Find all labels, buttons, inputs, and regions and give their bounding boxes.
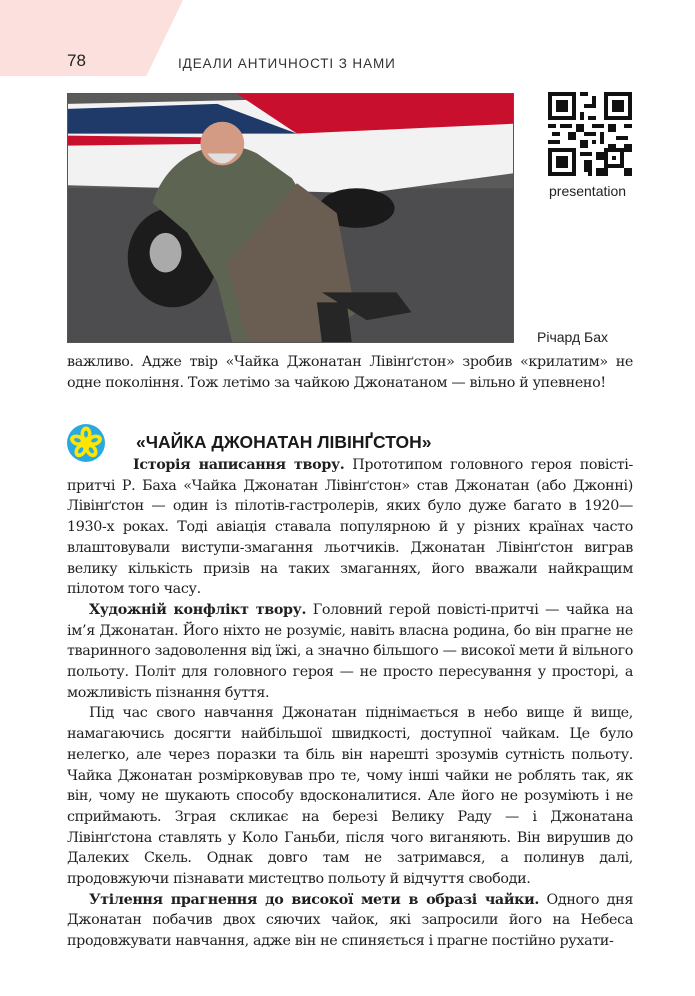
paragraph-embodiment: Утілення прагнення до високої мети в образі чайки. Одного дня Джонатан побачив двох сяючих чайок, які запросили його на Небеса продовжувати навчання, адже він не спиняється і прагне постійно рухати- — [67, 891, 633, 950]
running-title: ІДЕАЛИ АНТИЧНОСТІ З НАМИ — [178, 56, 396, 71]
intro-text: важливо. Адже твір «Чайка Джонатан Лівінґстон» зробив «крилатим» не одне покоління. Тож летімо за чайкою Джонатаном — вільно й упевнено! — [67, 354, 633, 391]
photo-caption: Річард Бах — [537, 329, 609, 345]
paragraph-training: Під час свого навчання Джонатан піднімається в небо вище й вище, намагаючись досягти найбільшої швидкості, доступної чайкам. Це було нелегко, але через поразки та біль він нарешті зрозумів сутність польоту. Чайка Джонатан розмірковував про те, чому інші чайки не роблять так, як він, чому не шукають способу вдосконалитися. Але його не розуміють і не сприймають. Зграя скликає на березі Велику Раду — і Джонатана Лівінґстона ставлять у Коло Ганьби, після чого виганяють. Він вирушив до Далеких Скель. Однак довго там не затримався, а полинув далі, продовжуючи пізнавати мистецтво польоту й відчуття свободи. — [67, 705, 633, 888]
photo-illustration — [68, 94, 513, 342]
author-photo — [67, 93, 514, 343]
paragraph-conflict: Художній конфлікт твору. Головний герой повісті-притчі — чайка на ім’я Джонатан. Його ніхто не розуміє, навіть власна родина, бо він прагне не тваринного задоволення від їжі, а значно більшого — високої мети й вільного польоту. Політ для головного героя — не просто пересування у просторі, а можливість пізнання буття. — [67, 601, 634, 701]
body-text — [67, 455, 633, 952]
qr-label: presentation — [549, 183, 627, 199]
section-title: «ЧАЙКА ДЖОНАТАН ЛІВІНҐСТОН» — [136, 432, 432, 452]
paragraph-history: Історія написання твору. Прототипом головного героя повісті-притчі Р. Баха «Чайка Джонатан Лівінґстон» став Джонатан (або Джонні) Лівінґстон — один із пілотів-гастролерів, яких було дуже багато в 1920—1930-х роках. Тоді авіація ставала популярною й у різних країнах часто влаштовували виступи-змагання льотчиків. Джонатан Лівінґстон виграв велику кількість призів на таких змаганнях, його вважали найкращим пілотом того часу. — [67, 457, 634, 598]
page-corner-banner — [0, 0, 183, 76]
qr-code-icon[interactable] — [548, 92, 632, 176]
page-number: 78 — [67, 51, 86, 70]
